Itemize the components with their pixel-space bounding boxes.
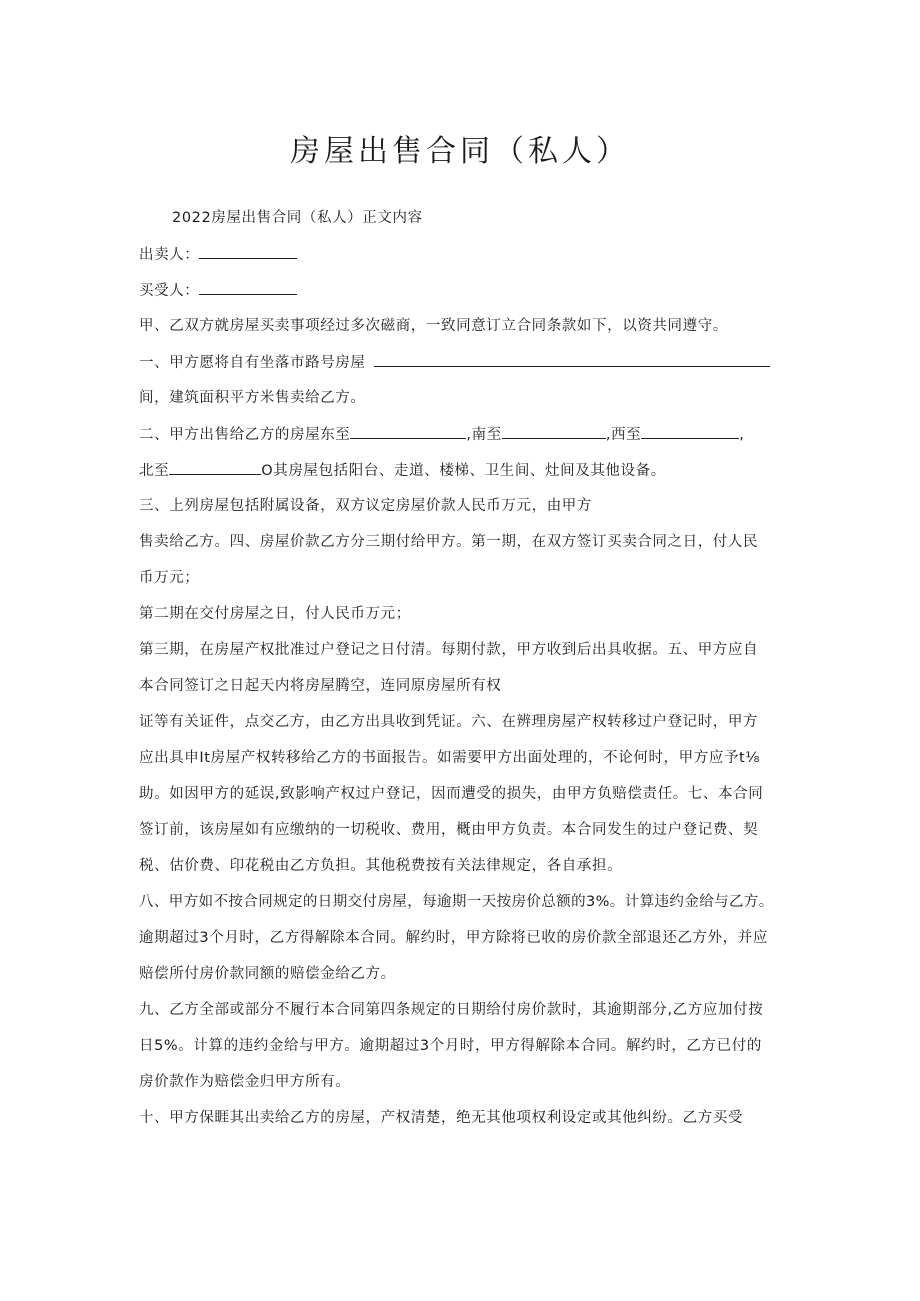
paragraph-line: 售卖给乙方。四、房屋价款乙方分三期付给甲方。第一期，在双方签订买卖合同之日，付人民 [139,534,759,550]
clause-2-line [139,424,744,445]
west-blank [641,424,739,439]
paragraph-line: 第二期在交付房屋之日，付人民币万元； [139,606,411,622]
seller-blank [199,244,297,259]
paragraph-line: 日5%。计算的违约金给与甲方。逾期超过3个月时，甲方得解除本合同。解约时，乙方已付的 [139,1038,762,1054]
buyer-line [139,280,297,301]
paragraph-line: 本合同签订之日起天内将房屋腾空，连同原房屋所有权 [139,678,502,694]
seller-label: 出卖人： [139,247,200,263]
east-blank [350,424,466,439]
paragraph-line: 第三期，在房屋产权批准过户登记之日付清。每期付款，甲方收到后出具收据。五、甲方应自 [139,642,759,658]
clause-2-north-line [139,460,666,481]
paragraph-line: 税、估价费、印花税由乙方负担。其他税费按有关法律规定，各自承担。 [139,858,623,874]
clause-1-text: 一、甲方愿将自有坐落市路号房屋 [139,355,366,371]
buyer-blank [199,280,297,295]
north-label: 北至 [139,463,170,479]
paragraph-line: 应出具申It房屋产权转移给乙方的书面报告。如需要甲方出面处理的，不论何时，甲方应予t⅛ [139,750,760,766]
paragraph-line: 九、乙方全部或部分不履行本合同第四条规定的日期给付房价款时，其逾期部分,乙方应加付按 [139,1002,764,1018]
paragraph-line: 间，建筑面积平方米售卖给乙方。 [139,390,366,406]
paragraph-line: 甲、乙双方就房屋买卖事项经过多次磁商，一致同意订立合同条款如下，以资共同遵守。 [139,318,728,334]
clause-2-west-text: ,西至 [605,427,642,443]
paragraph-line: 逾期超过3个月时，乙方得解除本合同。解约时，甲方除将已收的房价款全部退还乙方外，并应 [139,930,768,946]
buyer-label: 买受人： [139,283,200,299]
document-title: 房屋出售合同（私人） [290,134,630,169]
clause-2-south-text: ,南至 [466,427,502,443]
north-text: O其房屋包括阳台、走道、楼梯、卫生间、灶间及其他设备。 [261,463,666,479]
paragraph-line: 赔偿所付房价款同额的赔偿金给乙方。 [139,966,396,982]
paragraph-line: 八、甲方如不按合同规定的日期交付房屋，每逾期一天按房价总额的3%。计算违约金给与乙方。 [139,894,774,910]
paragraph-line: 房价款作为赔偿金归甲方所有。 [139,1074,351,1090]
paragraph-line: 十、甲方保睚其出卖给乙方的房屋，产权清楚，绝无其他项权利设定或其他纠纷。乙方买受 [139,1110,743,1126]
paragraph-line: 币万元； [139,570,200,586]
south-blank [502,424,606,439]
paragraph-line: 证等有关证件，点交乙方，由乙方出具收到凭证。六、在辨理房屋产权转移过户登记时，甲方 [139,714,759,730]
north-blank [169,460,261,475]
seller-line [139,244,297,265]
clause-2-comma: , [739,427,745,443]
clause-2-east-text: 二、甲方出售给乙方的房屋东至 [139,427,351,443]
paragraph-line: 签订前，该房屋如有应缴纳的一切税收、费用，概由甲方负责。本合同发生的过户登记费、契 [139,822,759,838]
address-blank [374,352,770,367]
paragraph-line: 三、上列房屋包括附属设备，双方议定房屋价款人民币万元，由甲方 [139,498,592,514]
clause-1-line [139,352,770,373]
paragraph-line: 助。如因甲方的延误,致影响产权过户登记，因而遭受的损失，由甲方负赔偿责任。七、本合同 [139,786,764,802]
document-subtitle: 2022房屋出售合同（私人）正文内容 [172,210,423,226]
